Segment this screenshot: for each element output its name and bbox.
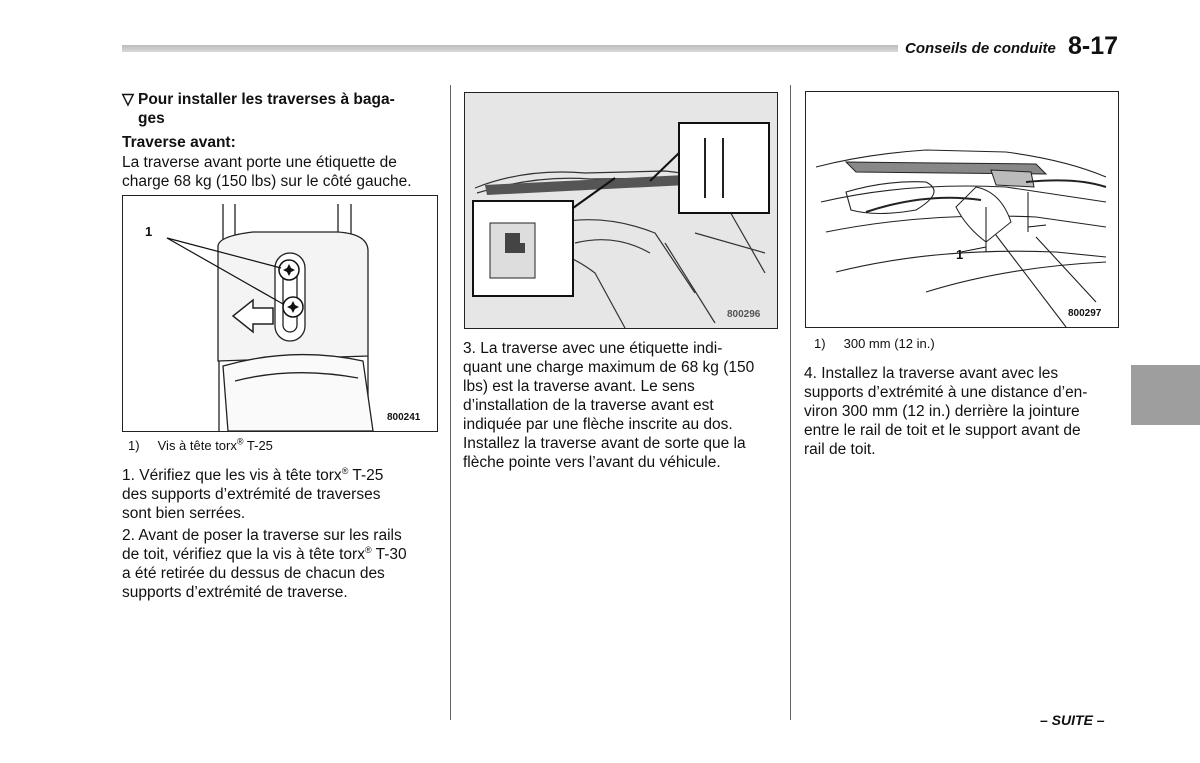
figure-id: 800297: [1068, 308, 1102, 319]
intro-paragraph: [122, 153, 437, 191]
step-2-line-2: [122, 545, 437, 564]
triangle-marker-icon: ▽: [122, 91, 134, 108]
roof-rail-illustration: [806, 92, 1118, 327]
crossbar-label-illustration: [465, 93, 777, 328]
step-3: [463, 339, 777, 472]
procedure-heading: [122, 90, 437, 128]
subheading: Traverse avant:: [122, 134, 236, 151]
figure-id: 800241: [387, 412, 421, 423]
step-4-line-3: viron 300 mm (12 in.) derrière la jointure: [804, 403, 1080, 420]
column-divider-2: [790, 85, 791, 720]
caption-number: 1): [128, 438, 140, 453]
figure-caption: [128, 438, 273, 453]
step-3-line-7: flèche pointe vers l’avant du véhicule.: [463, 454, 721, 471]
figure-caption: [814, 336, 935, 351]
step-1-text: 1. Vérifiez que les vis à tête torx: [122, 467, 342, 484]
section-title: Conseils de conduite: [905, 40, 1056, 57]
figure-crossbar-position: [805, 91, 1119, 328]
chapter-thumb-tab: [1131, 365, 1200, 425]
caption-text: Vis à tête torx: [157, 438, 237, 453]
step-3-line-3: lbs) est la traverse avant. Le sens: [463, 378, 695, 395]
step-1: [122, 466, 437, 523]
caption-text: 300 mm (12 in.): [843, 336, 935, 351]
step-1-line-1: [122, 466, 437, 485]
step-3-line-5: indiquée par une flèche inscrite au dos.: [463, 416, 733, 433]
step-4-line-4: entre le rail de toit et le support avant de: [804, 422, 1081, 439]
crossbar-end-illustration: [123, 196, 437, 431]
step-1-line-2: des supports d’extrémité de traverses: [122, 486, 381, 503]
intro-line-2: charge 68 kg (150 lbs) sur le côté gauche.: [122, 173, 412, 190]
heading-line-2: ges: [138, 110, 165, 127]
caption-number: 1): [814, 336, 826, 351]
continued-marker: – SUITE –: [1040, 712, 1105, 728]
figure-crossbar-label: [464, 92, 778, 329]
step-3-line-6: Installez la traverse avant de sorte que la: [463, 435, 746, 452]
step-4-line-1: 4. Installez la traverse avant avec les: [804, 365, 1059, 382]
step-2-text: de toit, vérifiez que la vis à tête torx: [122, 546, 365, 563]
step-2-spec: T-30: [371, 546, 407, 563]
step-2-line-3: a été retirée du dessus de chacun des: [122, 565, 385, 582]
step-1-spec: T-25: [348, 467, 384, 484]
step-2-line-4: supports d’extrémité de traverse.: [122, 584, 348, 601]
step-3-line-2: quant une charge maximum de 68 kg (150: [463, 359, 755, 376]
step-2-line-1: 2. Avant de poser la traverse sur les rails: [122, 527, 402, 544]
step-4-line-5: rail de toit.: [804, 441, 876, 458]
step-2: [122, 526, 437, 602]
page-number: 8-17: [1068, 32, 1119, 60]
callout-number: 1: [145, 224, 153, 239]
registered-mark: ®: [341, 465, 349, 476]
registered-mark: ®: [236, 436, 244, 447]
heading-line-1: Pour installer les traverses à baga-: [138, 91, 395, 108]
step-1-line-3: sont bien serrées.: [122, 505, 246, 522]
step-3-line-1: 3. La traverse avec une étiquette indi-: [463, 340, 723, 357]
header-rule: [122, 45, 898, 52]
registered-mark: ®: [364, 544, 372, 555]
figure-id: 800296: [727, 309, 761, 320]
step-4: [804, 364, 1119, 459]
step-4-line-2: supports d’extrémité à une distance d’en-: [804, 384, 1088, 401]
intro-line-1: La traverse avant porte une étiquette de: [122, 154, 397, 171]
column-divider-1: [450, 85, 451, 720]
step-3-line-4: d’installation de la traverse avant est: [463, 397, 714, 414]
callout-number: 1: [956, 247, 964, 262]
caption-tail: T-25: [243, 438, 273, 453]
figure-crossbar-screws: [122, 195, 438, 432]
